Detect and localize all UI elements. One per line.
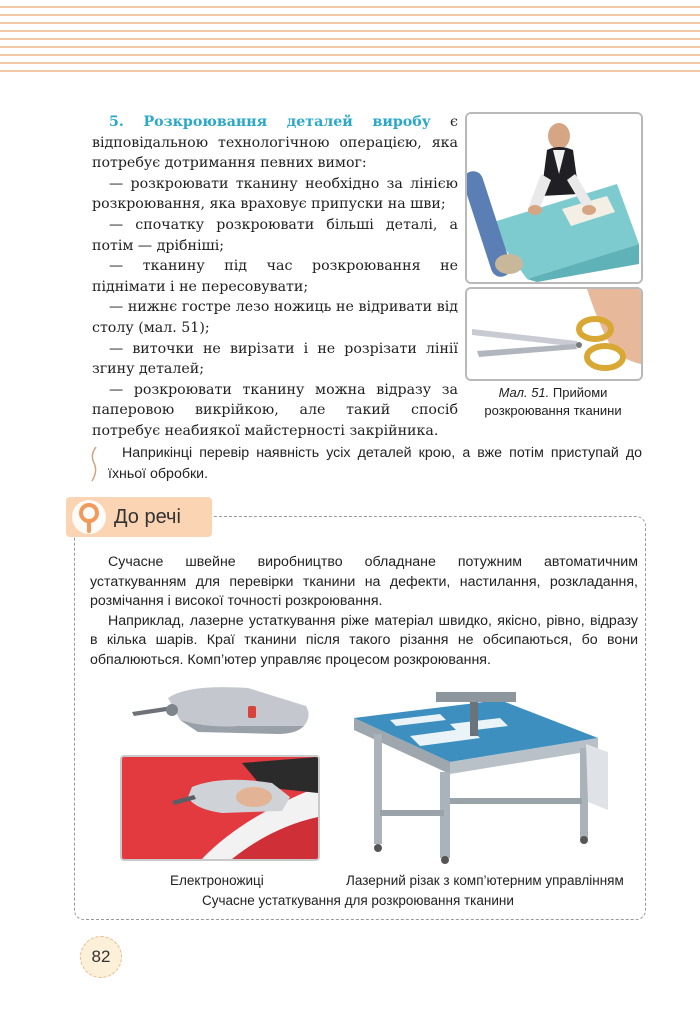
photo-tailor-cutting: [465, 112, 643, 284]
infobox-paragraph: Наприклад, лазерне устаткування ріже матеріал швидко, якісно, рівно, відразу в кілька шарів. Краї тканини після такого різання не обсипаються, бо вони обпалюються. Комп’ютер управляє процесом розкроювання.: [90, 612, 638, 668]
infobox-paragraph: Сучасне швейне виробництво обладнане потужним автоматичним устаткуванням для перевірки тканини на дефекти, настилання, розкладання, розмічання і високої точності розкроювання.: [90, 554, 638, 610]
caption-equipment: Сучасне устаткування для розкроювання тканини: [202, 893, 514, 908]
intro-paragraph: 5. Розкроювання деталей виробу є відповідальною технологічною операцією, яка потребує дотримання певних вимог:: [92, 114, 458, 172]
list-item: — нижнє гостре лезо ножиць не відривати від столу (мал. 51);: [92, 299, 458, 336]
figure-label: Мал. 51.: [498, 385, 550, 400]
electric-scissors-in-use-image: [120, 755, 320, 861]
figure-caption: Мал. 51. Прийоми розкроювання тканини: [484, 385, 622, 418]
list-item: — тканину під час розкроювання не піднімати і не пересовувати;: [92, 258, 458, 295]
list-item: — спочатку розкроювати більші деталі, а потім — дрібніші;: [92, 216, 458, 254]
main-text: [92, 112, 458, 442]
list-item: — виточки не вирізати і не розрізати лінії згину деталей;: [92, 340, 458, 378]
list-item: — розкроювати тканину необхідно за лінією розкроювання, яка враховує припуски на шви;: [92, 175, 458, 213]
header-stripes: [0, 0, 700, 80]
reminder-note: Наприкінці перевір наявність усіх деталей крою, а вже потім приступай до їхньої обробки.: [108, 445, 642, 482]
infobox-text: [90, 553, 638, 671]
page-number: 82: [80, 936, 122, 978]
note-marker-icon: [88, 445, 100, 485]
laser-cutter-image: [350, 690, 610, 865]
section-heading: 5. Розкроювання деталей виробу: [109, 114, 431, 130]
magnifier-icon: [70, 498, 108, 536]
caption-laser-cutter: Лазерний різак з комп’ютерним управлінням: [346, 873, 624, 888]
electric-scissors-image: [128, 676, 314, 746]
list-item: — розкроювати тканину можна відразу за паперовою викрійкою, але такий спосіб потребує неабиякої майстерності закрійника.: [92, 381, 458, 439]
did-you-know-label: До речі: [114, 506, 181, 528]
caption-electric-scissors: Електроножиці: [170, 873, 264, 888]
photo-scissors-hand: [465, 287, 643, 381]
